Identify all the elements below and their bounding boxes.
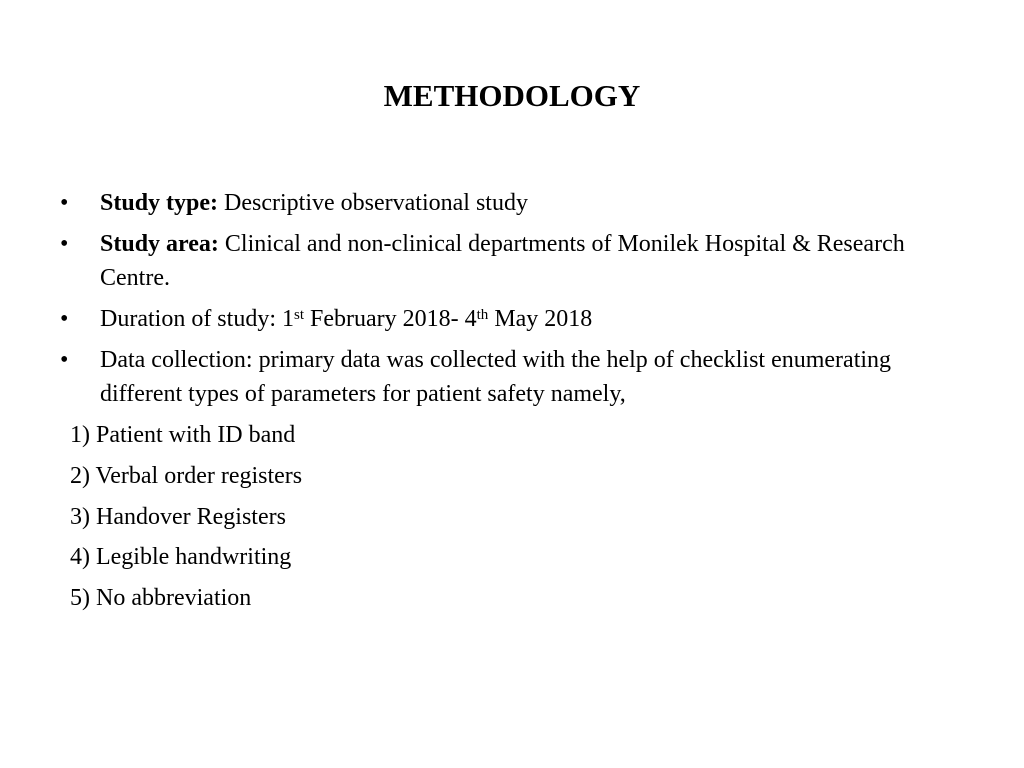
bullet-data-collection (60, 343, 900, 411)
numbered-item: 4) Legible handwriting (70, 544, 292, 570)
label: Study type: (100, 190, 219, 216)
value: Data collection: primary data was collected with the help of checklist enumerating different types of parameters for patient safety namely, (100, 347, 892, 407)
text: Duration of study: 1 (100, 306, 294, 332)
value: Clinical and non-clinical departments of Monilek Hospital & Research Centre. (100, 231, 905, 291)
label: Study area: (100, 231, 219, 257)
text: May 2018 (488, 306, 593, 332)
superscript: st (293, 307, 304, 323)
numbered-item: 5) No abbreviation (70, 585, 252, 611)
superscript: th (476, 307, 489, 323)
numbered-item: 3) Handover Registers (70, 504, 286, 530)
slide-title: METHODOLOGY (383, 78, 641, 113)
numbered-item: 2) Verbal order registers (70, 463, 303, 489)
bullet-icon: • (60, 306, 69, 332)
bullet-study-area (60, 227, 980, 295)
value: Descriptive observational study (218, 190, 528, 216)
bullet-icon: • (60, 347, 69, 373)
bullet-icon: • (60, 231, 69, 257)
bullet-duration (60, 302, 980, 336)
text: February 2018- 4 (304, 306, 477, 332)
bullet-study-type (60, 186, 980, 220)
bullet-icon: • (60, 190, 69, 216)
numbered-item: 1) Patient with ID band (70, 422, 296, 448)
